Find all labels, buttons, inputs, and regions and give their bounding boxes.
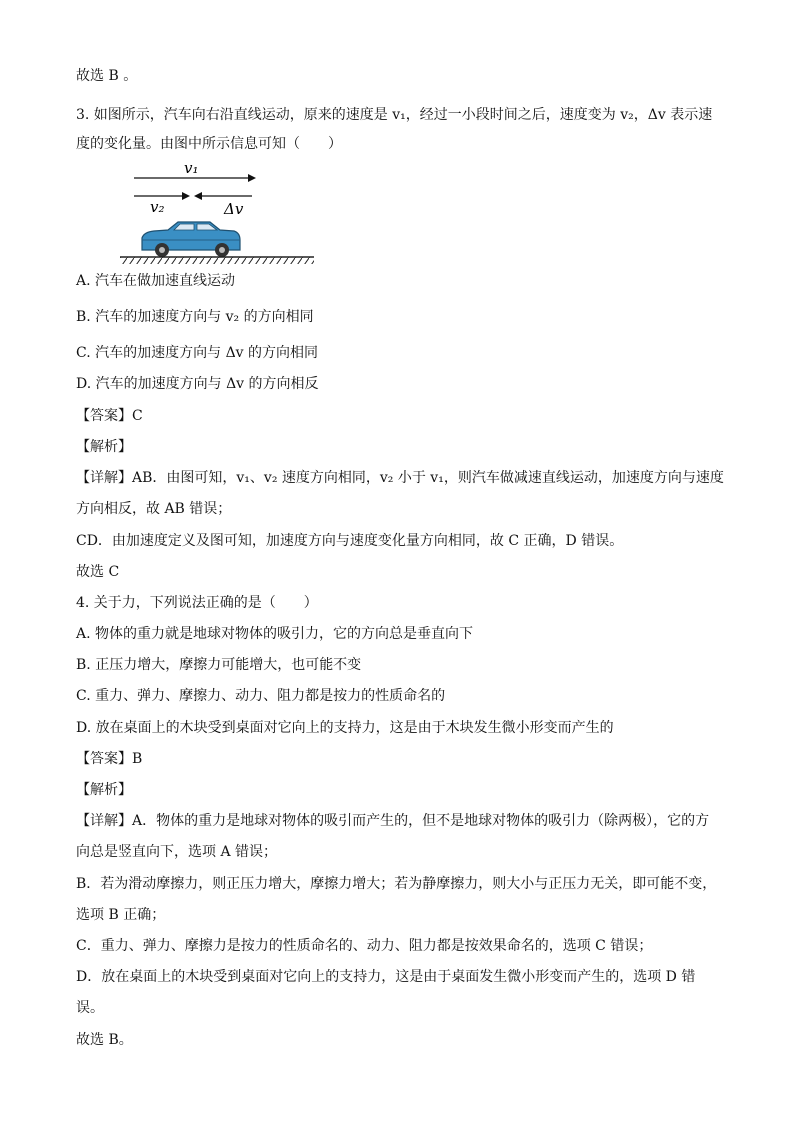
analysis-heading-3: 【解析】 xyxy=(76,439,132,455)
explanation-4-line6: D．放在桌面上的木块受到桌面对它向上的支持力，这是由于桌面发生微小形变而产生的，选项 D 错 xyxy=(76,969,696,985)
answer-4: 【答案】B xyxy=(76,751,143,767)
q4-option-c: C. 重力、弹力、摩擦力、动力、阻力都是按力的性质命名的 xyxy=(76,688,446,704)
explanation-3-line2: 方向相反，故 AB 错误； xyxy=(76,501,232,517)
car-icon xyxy=(142,222,240,257)
answer-3: 【答案】C xyxy=(76,408,143,424)
option-d: D. 汽车的加速度方向与 Δv 的方向相反 xyxy=(76,376,319,392)
option-a: A. 汽车在做加速直线运动 xyxy=(76,273,236,289)
delta-v-label: Δv xyxy=(224,200,244,218)
explanation-4-line3: B．若为滑动摩擦力，则正压力增大，摩擦力增大；若为静摩擦力，则大小与正压力无关，即可能不变， xyxy=(76,876,717,892)
explanation-4-line5: C．重力、弹力、摩擦力是按力的性质命名的、动力、阻力都是按效果命名的，选项 C 错误； xyxy=(76,938,653,954)
car-velocity-figure xyxy=(120,158,320,266)
explanation-4-line7: 误。 xyxy=(76,1000,104,1016)
question-3-stem: 3. 如图所示，汽车向右沿直线运动，原来的速度是 v₁，经过一小段时间之后，速度变为 v₂，Δv 表示速 xyxy=(76,107,713,123)
v2-arrowhead xyxy=(182,192,190,200)
analysis-heading-4: 【解析】 xyxy=(76,782,132,798)
option-b: B. 汽车的加速度方向与 v₂ 的方向相同 xyxy=(76,309,314,325)
explanation-4-line1: 【详解】A．物体的重力是地球对物体的吸引而产生的，但不是地球对物体的吸引力（除两极），它的方 xyxy=(76,813,710,829)
ground-hatch xyxy=(120,257,314,264)
v1-label: v₁ xyxy=(184,159,199,177)
conclusion-4: 故选 B。 xyxy=(76,1032,133,1048)
delta-v-arrowhead xyxy=(194,192,202,200)
q4-option-a: A. 物体的重力就是地球对物体的吸引力，它的方向总是垂直向下 xyxy=(76,626,474,642)
question-4-stem: 4. 关于力，下列说法正确的是（ ） xyxy=(76,595,318,611)
v2-label: v₂ xyxy=(150,198,165,216)
q4-option-b: B. 正压力增大，摩擦力可能增大，也可能不变 xyxy=(76,657,362,673)
option-c: C. 汽车的加速度方向与 Δv 的方向相同 xyxy=(76,345,319,361)
explanation-4-line4: 选项 B 正确； xyxy=(76,907,166,923)
v1-arrowhead xyxy=(248,174,256,182)
q4-option-d: D. 放在桌面上的木块受到桌面对它向上的支持力，这是由于木块发生微小形变而产生的 xyxy=(76,720,614,736)
explanation-3-line3: CD．由加速度定义及图可知，加速度方向与速度变化量方向相同，故 C 正确，D 错误。 xyxy=(76,533,624,549)
question-3-stem-cont: 度的变化量。由图中所示信息可知（ ） xyxy=(76,136,342,152)
conclusion-3: 故选 C xyxy=(76,564,120,580)
explanation-3-line1: 【详解】AB．由图可知，v₁、v₂ 速度方向相同，v₂ 小于 v₁，则汽车做减速直线运动，加速度方向与速度 xyxy=(76,470,724,486)
text-line: 故选 B 。 xyxy=(76,68,138,84)
explanation-4-line2: 向总是竖直向下，选项 A 错误； xyxy=(76,844,278,860)
